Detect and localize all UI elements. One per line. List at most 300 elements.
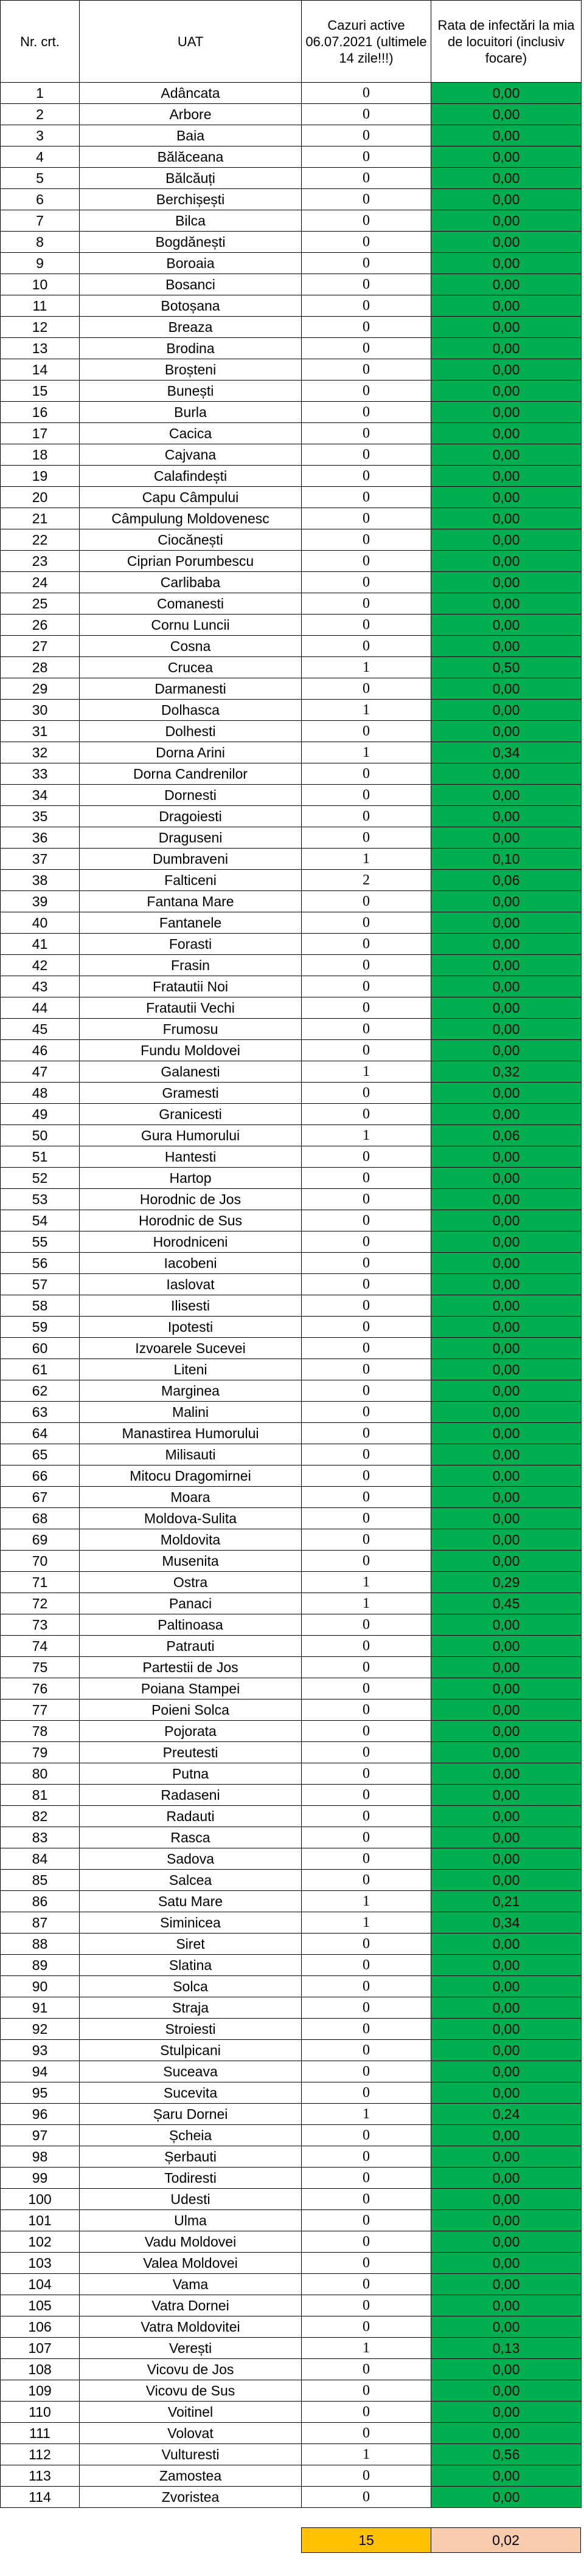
row-uat-cell[interactable]: Preutesti [80, 1742, 302, 1763]
row-uat-cell[interactable]: Zvoristea [80, 2487, 302, 2508]
row-cases-cell[interactable]: 0 [302, 423, 431, 444]
row-uat-cell[interactable]: Fratautii Noi [80, 976, 302, 997]
row-rate-cell[interactable]: 0,00 [431, 955, 582, 976]
row-cases-cell[interactable]: 0 [302, 806, 431, 827]
row-nr-cell[interactable]: 80 [1, 1763, 80, 1785]
row-cases-cell[interactable]: 0 [302, 2189, 431, 2210]
row-nr-cell[interactable]: 101 [1, 2210, 80, 2231]
row-rate-cell[interactable]: 0,00 [431, 678, 582, 700]
row-nr-cell[interactable]: 1 [1, 83, 80, 104]
row-rate-cell[interactable]: 0,00 [431, 763, 582, 785]
row-cases-cell[interactable]: 0 [302, 593, 431, 615]
row-rate-cell[interactable]: 0,00 [431, 466, 582, 487]
row-rate-cell[interactable]: 0,50 [431, 657, 582, 678]
row-rate-cell[interactable]: 0,00 [431, 806, 582, 827]
row-nr-cell[interactable]: 12 [1, 317, 80, 338]
row-cases-cell[interactable]: 0 [302, 125, 431, 146]
row-nr-cell[interactable]: 6 [1, 189, 80, 210]
row-nr-cell[interactable]: 27 [1, 636, 80, 657]
row-rate-cell[interactable]: 0,00 [431, 253, 582, 274]
row-rate-cell[interactable]: 0,00 [431, 1338, 582, 1359]
row-uat-cell[interactable]: Sadova [80, 1848, 302, 1870]
row-nr-cell[interactable]: 22 [1, 529, 80, 551]
row-nr-cell[interactable]: 65 [1, 1444, 80, 1465]
row-uat-cell[interactable]: Radaseni [80, 1785, 302, 1806]
row-cases-cell[interactable]: 0 [302, 1657, 431, 1678]
row-cases-cell[interactable]: 0 [302, 2295, 431, 2316]
row-nr-cell[interactable]: 105 [1, 2295, 80, 2316]
row-rate-cell[interactable]: 0,06 [431, 870, 582, 891]
row-uat-cell[interactable]: Satu Mare [80, 1891, 302, 1912]
row-uat-cell[interactable]: Malini [80, 1402, 302, 1423]
row-cases-cell[interactable]: 0 [302, 636, 431, 657]
row-uat-cell[interactable]: Falticeni [80, 870, 302, 891]
row-nr-cell[interactable]: 15 [1, 381, 80, 402]
row-nr-cell[interactable]: 59 [1, 1317, 80, 1338]
row-rate-cell[interactable]: 0,00 [431, 1508, 582, 1529]
row-nr-cell[interactable]: 107 [1, 2338, 80, 2359]
row-nr-cell[interactable]: 38 [1, 870, 80, 891]
row-uat-cell[interactable]: Horodniceni [80, 1231, 302, 1253]
row-cases-cell[interactable]: 0 [302, 1700, 431, 1721]
row-uat-cell[interactable]: Frumosu [80, 1019, 302, 1040]
row-cases-cell[interactable]: 0 [302, 146, 431, 168]
row-cases-cell[interactable]: 1 [302, 1891, 431, 1912]
row-cases-cell[interactable]: 0 [302, 1317, 431, 1338]
row-rate-cell[interactable]: 0,00 [431, 636, 582, 657]
row-nr-cell[interactable]: 100 [1, 2189, 80, 2210]
row-cases-cell[interactable]: 1 [302, 1572, 431, 1593]
row-cases-cell[interactable]: 0 [302, 232, 431, 253]
row-rate-cell[interactable]: 0,00 [431, 1997, 582, 2019]
row-cases-cell[interactable]: 0 [302, 1955, 431, 1976]
row-uat-cell[interactable]: Broșteni [80, 359, 302, 381]
row-nr-cell[interactable]: 41 [1, 934, 80, 955]
row-uat-cell[interactable]: Hantesti [80, 1146, 302, 1168]
row-rate-cell[interactable]: 0,34 [431, 1912, 582, 1934]
row-cases-cell[interactable]: 0 [302, 2380, 431, 2402]
row-uat-cell[interactable]: Forasti [80, 934, 302, 955]
row-uat-cell[interactable]: Moldovita [80, 1529, 302, 1551]
row-nr-cell[interactable]: 113 [1, 2465, 80, 2487]
total-rate-cell[interactable]: 0,02 [431, 2528, 581, 2553]
row-rate-cell[interactable]: 0,00 [431, 1317, 582, 1338]
row-cases-cell[interactable]: 1 [302, 2338, 431, 2359]
row-cases-cell[interactable]: 0 [302, 402, 431, 423]
row-rate-cell[interactable]: 0,00 [431, 2146, 582, 2168]
row-rate-cell[interactable]: 0,00 [431, 338, 582, 359]
row-rate-cell[interactable]: 0,00 [431, 381, 582, 402]
row-nr-cell[interactable]: 24 [1, 572, 80, 593]
row-rate-cell[interactable]: 0,00 [431, 2040, 582, 2061]
row-uat-cell[interactable]: Udesti [80, 2189, 302, 2210]
row-nr-cell[interactable]: 37 [1, 849, 80, 870]
row-cases-cell[interactable]: 0 [302, 83, 431, 104]
row-cases-cell[interactable]: 0 [302, 1295, 431, 1317]
row-nr-cell[interactable]: 14 [1, 359, 80, 381]
row-cases-cell[interactable]: 0 [302, 274, 431, 295]
row-uat-cell[interactable]: Valea Moldovei [80, 2253, 302, 2274]
row-rate-cell[interactable]: 0,00 [431, 1487, 582, 1508]
row-nr-cell[interactable]: 63 [1, 1402, 80, 1423]
row-rate-cell[interactable]: 0,00 [431, 1551, 582, 1572]
row-uat-cell[interactable]: Draguseni [80, 827, 302, 849]
row-nr-cell[interactable]: 46 [1, 1040, 80, 1061]
row-nr-cell[interactable]: 18 [1, 444, 80, 466]
row-nr-cell[interactable]: 77 [1, 1700, 80, 1721]
row-uat-cell[interactable]: Șaru Dornei [80, 2104, 302, 2125]
row-cases-cell[interactable]: 1 [302, 2444, 431, 2465]
row-uat-cell[interactable]: Bosanci [80, 274, 302, 295]
row-rate-cell[interactable]: 0,00 [431, 1274, 582, 1295]
row-uat-cell[interactable]: Dorna Arini [80, 742, 302, 763]
row-uat-cell[interactable]: Dolhasca [80, 700, 302, 721]
row-uat-cell[interactable]: Breaza [80, 317, 302, 338]
row-uat-cell[interactable]: Horodnic de Jos [80, 1189, 302, 1210]
row-uat-cell[interactable]: Comanesti [80, 593, 302, 615]
row-nr-cell[interactable]: 93 [1, 2040, 80, 2061]
row-cases-cell[interactable]: 0 [302, 1210, 431, 1231]
row-uat-cell[interactable]: Musenita [80, 1551, 302, 1572]
row-cases-cell[interactable]: 0 [302, 572, 431, 593]
row-cases-cell[interactable]: 0 [302, 189, 431, 210]
row-rate-cell[interactable]: 0,00 [431, 2359, 582, 2380]
row-nr-cell[interactable]: 21 [1, 508, 80, 529]
row-uat-cell[interactable]: Rasca [80, 1827, 302, 1848]
row-nr-cell[interactable]: 47 [1, 1061, 80, 1083]
row-cases-cell[interactable]: 0 [302, 1189, 431, 1210]
row-uat-cell[interactable]: Ilisesti [80, 1295, 302, 1317]
row-rate-cell[interactable]: 0,00 [431, 125, 582, 146]
row-nr-cell[interactable]: 5 [1, 168, 80, 189]
row-nr-cell[interactable]: 103 [1, 2253, 80, 2274]
row-nr-cell[interactable]: 67 [1, 1487, 80, 1508]
row-cases-cell[interactable]: 0 [302, 1465, 431, 1487]
row-cases-cell[interactable]: 0 [302, 827, 431, 849]
row-uat-cell[interactable]: Ostra [80, 1572, 302, 1593]
row-nr-cell[interactable]: 98 [1, 2146, 80, 2168]
row-uat-cell[interactable]: Iaslovat [80, 1274, 302, 1295]
row-cases-cell[interactable]: 0 [302, 1742, 431, 1763]
row-uat-cell[interactable]: Cajvana [80, 444, 302, 466]
row-cases-cell[interactable]: 0 [302, 1785, 431, 1806]
row-rate-cell[interactable]: 0,00 [431, 189, 582, 210]
row-rate-cell[interactable]: 0,56 [431, 2444, 582, 2465]
row-nr-cell[interactable]: 55 [1, 1231, 80, 1253]
row-rate-cell[interactable]: 0,00 [431, 827, 582, 849]
row-uat-cell[interactable]: Berchișești [80, 189, 302, 210]
row-rate-cell[interactable]: 0,00 [431, 146, 582, 168]
row-rate-cell[interactable]: 0,00 [431, 2231, 582, 2253]
total-cases-cell[interactable]: 15 [302, 2528, 431, 2553]
row-rate-cell[interactable]: 0,00 [431, 1168, 582, 1189]
row-cases-cell[interactable]: 0 [302, 210, 431, 232]
row-rate-cell[interactable]: 0,00 [431, 1104, 582, 1125]
row-nr-cell[interactable]: 19 [1, 466, 80, 487]
row-cases-cell[interactable]: 0 [302, 2231, 431, 2253]
row-cases-cell[interactable]: 0 [302, 997, 431, 1019]
row-nr-cell[interactable]: 44 [1, 997, 80, 1019]
row-nr-cell[interactable]: 13 [1, 338, 80, 359]
row-uat-cell[interactable]: Marginea [80, 1380, 302, 1402]
row-uat-cell[interactable]: Adâncata [80, 83, 302, 104]
row-cases-cell[interactable]: 0 [302, 2210, 431, 2231]
row-nr-cell[interactable]: 54 [1, 1210, 80, 1231]
row-rate-cell[interactable]: 0,00 [431, 359, 582, 381]
row-cases-cell[interactable]: 2 [302, 870, 431, 891]
row-rate-cell[interactable]: 0,00 [431, 423, 582, 444]
row-cases-cell[interactable]: 1 [302, 1593, 431, 1614]
row-rate-cell[interactable]: 0,00 [431, 2210, 582, 2231]
row-uat-cell[interactable]: Iacobeni [80, 1253, 302, 1274]
row-nr-cell[interactable]: 114 [1, 2487, 80, 2508]
row-nr-cell[interactable]: 85 [1, 1870, 80, 1891]
row-uat-cell[interactable]: Dornesti [80, 785, 302, 806]
row-cases-cell[interactable]: 0 [302, 1380, 431, 1402]
row-nr-cell[interactable]: 40 [1, 912, 80, 934]
row-cases-cell[interactable]: 0 [302, 1827, 431, 1848]
row-rate-cell[interactable]: 0,00 [431, 1529, 582, 1551]
row-uat-cell[interactable]: Gramesti [80, 1083, 302, 1104]
row-uat-cell[interactable]: Stulpicani [80, 2040, 302, 2061]
row-nr-cell[interactable]: 7 [1, 210, 80, 232]
row-rate-cell[interactable]: 0,00 [431, 529, 582, 551]
row-nr-cell[interactable]: 3 [1, 125, 80, 146]
row-cases-cell[interactable]: 0 [302, 487, 431, 508]
row-nr-cell[interactable]: 95 [1, 2082, 80, 2104]
row-nr-cell[interactable]: 90 [1, 1976, 80, 1997]
row-rate-cell[interactable]: 0,34 [431, 742, 582, 763]
row-rate-cell[interactable]: 0,00 [431, 210, 582, 232]
row-cases-cell[interactable]: 0 [302, 529, 431, 551]
row-cases-cell[interactable]: 0 [302, 1614, 431, 1636]
row-cases-cell[interactable]: 0 [302, 2487, 431, 2508]
row-cases-cell[interactable]: 0 [302, 615, 431, 636]
row-cases-cell[interactable]: 0 [302, 1274, 431, 1295]
row-uat-cell[interactable]: Câmpulung Moldovenesc [80, 508, 302, 529]
row-nr-cell[interactable]: 66 [1, 1465, 80, 1487]
row-nr-cell[interactable]: 51 [1, 1146, 80, 1168]
row-nr-cell[interactable]: 52 [1, 1168, 80, 1189]
row-uat-cell[interactable]: Milisauti [80, 1444, 302, 1465]
row-cases-cell[interactable]: 0 [302, 1359, 431, 1380]
row-nr-cell[interactable]: 26 [1, 615, 80, 636]
row-rate-cell[interactable]: 0,00 [431, 721, 582, 742]
row-uat-cell[interactable]: Calafindești [80, 466, 302, 487]
row-nr-cell[interactable]: 70 [1, 1551, 80, 1572]
row-cases-cell[interactable]: 0 [302, 1976, 431, 1997]
row-uat-cell[interactable]: Poieni Solca [80, 1700, 302, 1721]
row-cases-cell[interactable]: 0 [302, 338, 431, 359]
row-cases-cell[interactable]: 0 [302, 1487, 431, 1508]
row-rate-cell[interactable]: 0,00 [431, 317, 582, 338]
row-rate-cell[interactable]: 0,00 [431, 934, 582, 955]
row-nr-cell[interactable]: 92 [1, 2019, 80, 2040]
row-uat-cell[interactable]: Gura Humorului [80, 1125, 302, 1146]
row-rate-cell[interactable]: 0,00 [431, 1848, 582, 1870]
row-uat-cell[interactable]: Bălăceana [80, 146, 302, 168]
row-nr-cell[interactable]: 33 [1, 763, 80, 785]
row-nr-cell[interactable]: 75 [1, 1657, 80, 1678]
row-nr-cell[interactable]: 53 [1, 1189, 80, 1210]
row-nr-cell[interactable]: 108 [1, 2359, 80, 2380]
row-nr-cell[interactable]: 69 [1, 1529, 80, 1551]
row-cases-cell[interactable]: 0 [302, 168, 431, 189]
row-cases-cell[interactable]: 0 [302, 891, 431, 912]
row-uat-cell[interactable]: Bilca [80, 210, 302, 232]
row-uat-cell[interactable]: Liteni [80, 1359, 302, 1380]
row-rate-cell[interactable]: 0,00 [431, 2316, 582, 2338]
row-rate-cell[interactable]: 0,00 [431, 2295, 582, 2316]
row-cases-cell[interactable]: 0 [302, 934, 431, 955]
row-rate-cell[interactable]: 0,10 [431, 849, 582, 870]
row-uat-cell[interactable]: Granicesti [80, 1104, 302, 1125]
row-cases-cell[interactable]: 0 [302, 466, 431, 487]
row-nr-cell[interactable]: 68 [1, 1508, 80, 1529]
row-cases-cell[interactable]: 0 [302, 2082, 431, 2104]
row-nr-cell[interactable]: 39 [1, 891, 80, 912]
row-rate-cell[interactable]: 0,00 [431, 1657, 582, 1678]
row-cases-cell[interactable]: 1 [302, 1125, 431, 1146]
row-cases-cell[interactable]: 0 [302, 1763, 431, 1785]
row-uat-cell[interactable]: Moldova-Sulita [80, 1508, 302, 1529]
row-uat-cell[interactable]: Zamostea [80, 2465, 302, 2487]
row-rate-cell[interactable]: 0,00 [431, 615, 582, 636]
row-rate-cell[interactable]: 0,00 [431, 295, 582, 317]
row-rate-cell[interactable]: 0,24 [431, 2104, 582, 2125]
row-rate-cell[interactable]: 0,00 [431, 1870, 582, 1891]
row-rate-cell[interactable]: 0,00 [431, 593, 582, 615]
row-cases-cell[interactable]: 0 [302, 721, 431, 742]
row-cases-cell[interactable]: 0 [302, 912, 431, 934]
row-nr-cell[interactable]: 76 [1, 1678, 80, 1700]
row-nr-cell[interactable]: 34 [1, 785, 80, 806]
row-rate-cell[interactable]: 0,00 [431, 572, 582, 593]
row-rate-cell[interactable]: 0,00 [431, 1806, 582, 1827]
row-cases-cell[interactable]: 0 [302, 551, 431, 572]
row-cases-cell[interactable]: 0 [302, 955, 431, 976]
row-rate-cell[interactable]: 0,00 [431, 168, 582, 189]
row-uat-cell[interactable]: Dragoiesti [80, 806, 302, 827]
row-nr-cell[interactable]: 88 [1, 1934, 80, 1955]
row-nr-cell[interactable]: 97 [1, 2125, 80, 2146]
row-nr-cell[interactable]: 57 [1, 1274, 80, 1295]
row-nr-cell[interactable]: 28 [1, 657, 80, 678]
row-nr-cell[interactable]: 8 [1, 232, 80, 253]
row-uat-cell[interactable]: Verești [80, 2338, 302, 2359]
row-uat-cell[interactable]: Șerbauti [80, 2146, 302, 2168]
row-rate-cell[interactable]: 0,00 [431, 1253, 582, 1274]
row-cases-cell[interactable]: 0 [302, 2061, 431, 2082]
row-nr-cell[interactable]: 20 [1, 487, 80, 508]
row-cases-cell[interactable]: 0 [302, 1551, 431, 1572]
row-rate-cell[interactable]: 0,00 [431, 1785, 582, 1806]
row-rate-cell[interactable]: 0,00 [431, 1827, 582, 1848]
row-uat-cell[interactable]: Cornu Luncii [80, 615, 302, 636]
row-nr-cell[interactable]: 74 [1, 1636, 80, 1657]
row-cases-cell[interactable]: 0 [302, 1444, 431, 1465]
row-cases-cell[interactable]: 0 [302, 104, 431, 125]
row-uat-cell[interactable]: Dolhesti [80, 721, 302, 742]
row-uat-cell[interactable]: Bogdănești [80, 232, 302, 253]
row-uat-cell[interactable]: Manastirea Humorului [80, 1423, 302, 1444]
row-cases-cell[interactable]: 0 [302, 1146, 431, 1168]
row-uat-cell[interactable]: Carlibaba [80, 572, 302, 593]
row-nr-cell[interactable]: 73 [1, 1614, 80, 1636]
row-uat-cell[interactable]: Vicovu de Sus [80, 2380, 302, 2402]
row-uat-cell[interactable]: Fantanele [80, 912, 302, 934]
row-uat-cell[interactable]: Stroiesti [80, 2019, 302, 2040]
row-nr-cell[interactable]: 111 [1, 2423, 80, 2444]
row-cases-cell[interactable]: 1 [302, 849, 431, 870]
row-cases-cell[interactable]: 0 [302, 2019, 431, 2040]
row-cases-cell[interactable]: 0 [302, 2146, 431, 2168]
row-nr-cell[interactable]: 30 [1, 700, 80, 721]
row-nr-cell[interactable]: 36 [1, 827, 80, 849]
row-uat-cell[interactable]: Hartop [80, 1168, 302, 1189]
row-uat-cell[interactable]: Todiresti [80, 2168, 302, 2189]
row-rate-cell[interactable]: 0,00 [431, 700, 582, 721]
row-rate-cell[interactable]: 0,00 [431, 104, 582, 125]
row-uat-cell[interactable]: Slatina [80, 1955, 302, 1976]
row-rate-cell[interactable]: 0,00 [431, 1146, 582, 1168]
row-uat-cell[interactable]: Fantana Mare [80, 891, 302, 912]
row-rate-cell[interactable]: 0,00 [431, 487, 582, 508]
row-uat-cell[interactable]: Șcheia [80, 2125, 302, 2146]
row-rate-cell[interactable]: 0,00 [431, 2487, 582, 2508]
row-cases-cell[interactable]: 0 [302, 1040, 431, 1061]
row-uat-cell[interactable]: Voitinel [80, 2402, 302, 2423]
row-nr-cell[interactable]: 43 [1, 976, 80, 997]
row-rate-cell[interactable]: 0,32 [431, 1061, 582, 1083]
row-uat-cell[interactable]: Galanesti [80, 1061, 302, 1083]
row-cases-cell[interactable]: 1 [302, 700, 431, 721]
row-uat-cell[interactable]: Darmanesti [80, 678, 302, 700]
row-rate-cell[interactable]: 0,00 [431, 1359, 582, 1380]
row-cases-cell[interactable]: 0 [302, 1083, 431, 1104]
row-rate-cell[interactable]: 0,00 [431, 1444, 582, 1465]
row-cases-cell[interactable]: 0 [302, 2274, 431, 2295]
row-nr-cell[interactable]: 10 [1, 274, 80, 295]
row-uat-cell[interactable]: Fundu Moldovei [80, 1040, 302, 1061]
row-uat-cell[interactable]: Straja [80, 1997, 302, 2019]
row-rate-cell[interactable]: 0,00 [431, 1402, 582, 1423]
row-nr-cell[interactable]: 102 [1, 2231, 80, 2253]
row-cases-cell[interactable]: 0 [302, 359, 431, 381]
row-cases-cell[interactable]: 0 [302, 1019, 431, 1040]
row-nr-cell[interactable]: 109 [1, 2380, 80, 2402]
row-cases-cell[interactable]: 0 [302, 1104, 431, 1125]
row-uat-cell[interactable]: Frasin [80, 955, 302, 976]
row-rate-cell[interactable]: 0,00 [431, 1423, 582, 1444]
row-nr-cell[interactable]: 110 [1, 2402, 80, 2423]
row-nr-cell[interactable]: 35 [1, 806, 80, 827]
row-cases-cell[interactable]: 0 [302, 1529, 431, 1551]
row-cases-cell[interactable]: 0 [302, 2040, 431, 2061]
row-rate-cell[interactable]: 0,00 [431, 1380, 582, 1402]
row-rate-cell[interactable]: 0,00 [431, 1083, 582, 1104]
row-rate-cell[interactable]: 0,00 [431, 1295, 582, 1317]
row-uat-cell[interactable]: Sucevita [80, 2082, 302, 2104]
row-uat-cell[interactable]: Baia [80, 125, 302, 146]
row-uat-cell[interactable]: Dumbraveni [80, 849, 302, 870]
row-cases-cell[interactable]: 0 [302, 2402, 431, 2423]
row-nr-cell[interactable]: 99 [1, 2168, 80, 2189]
row-cases-cell[interactable]: 0 [302, 2465, 431, 2487]
row-nr-cell[interactable]: 4 [1, 146, 80, 168]
row-rate-cell[interactable]: 0,00 [431, 1763, 582, 1785]
row-rate-cell[interactable]: 0,00 [431, 976, 582, 997]
